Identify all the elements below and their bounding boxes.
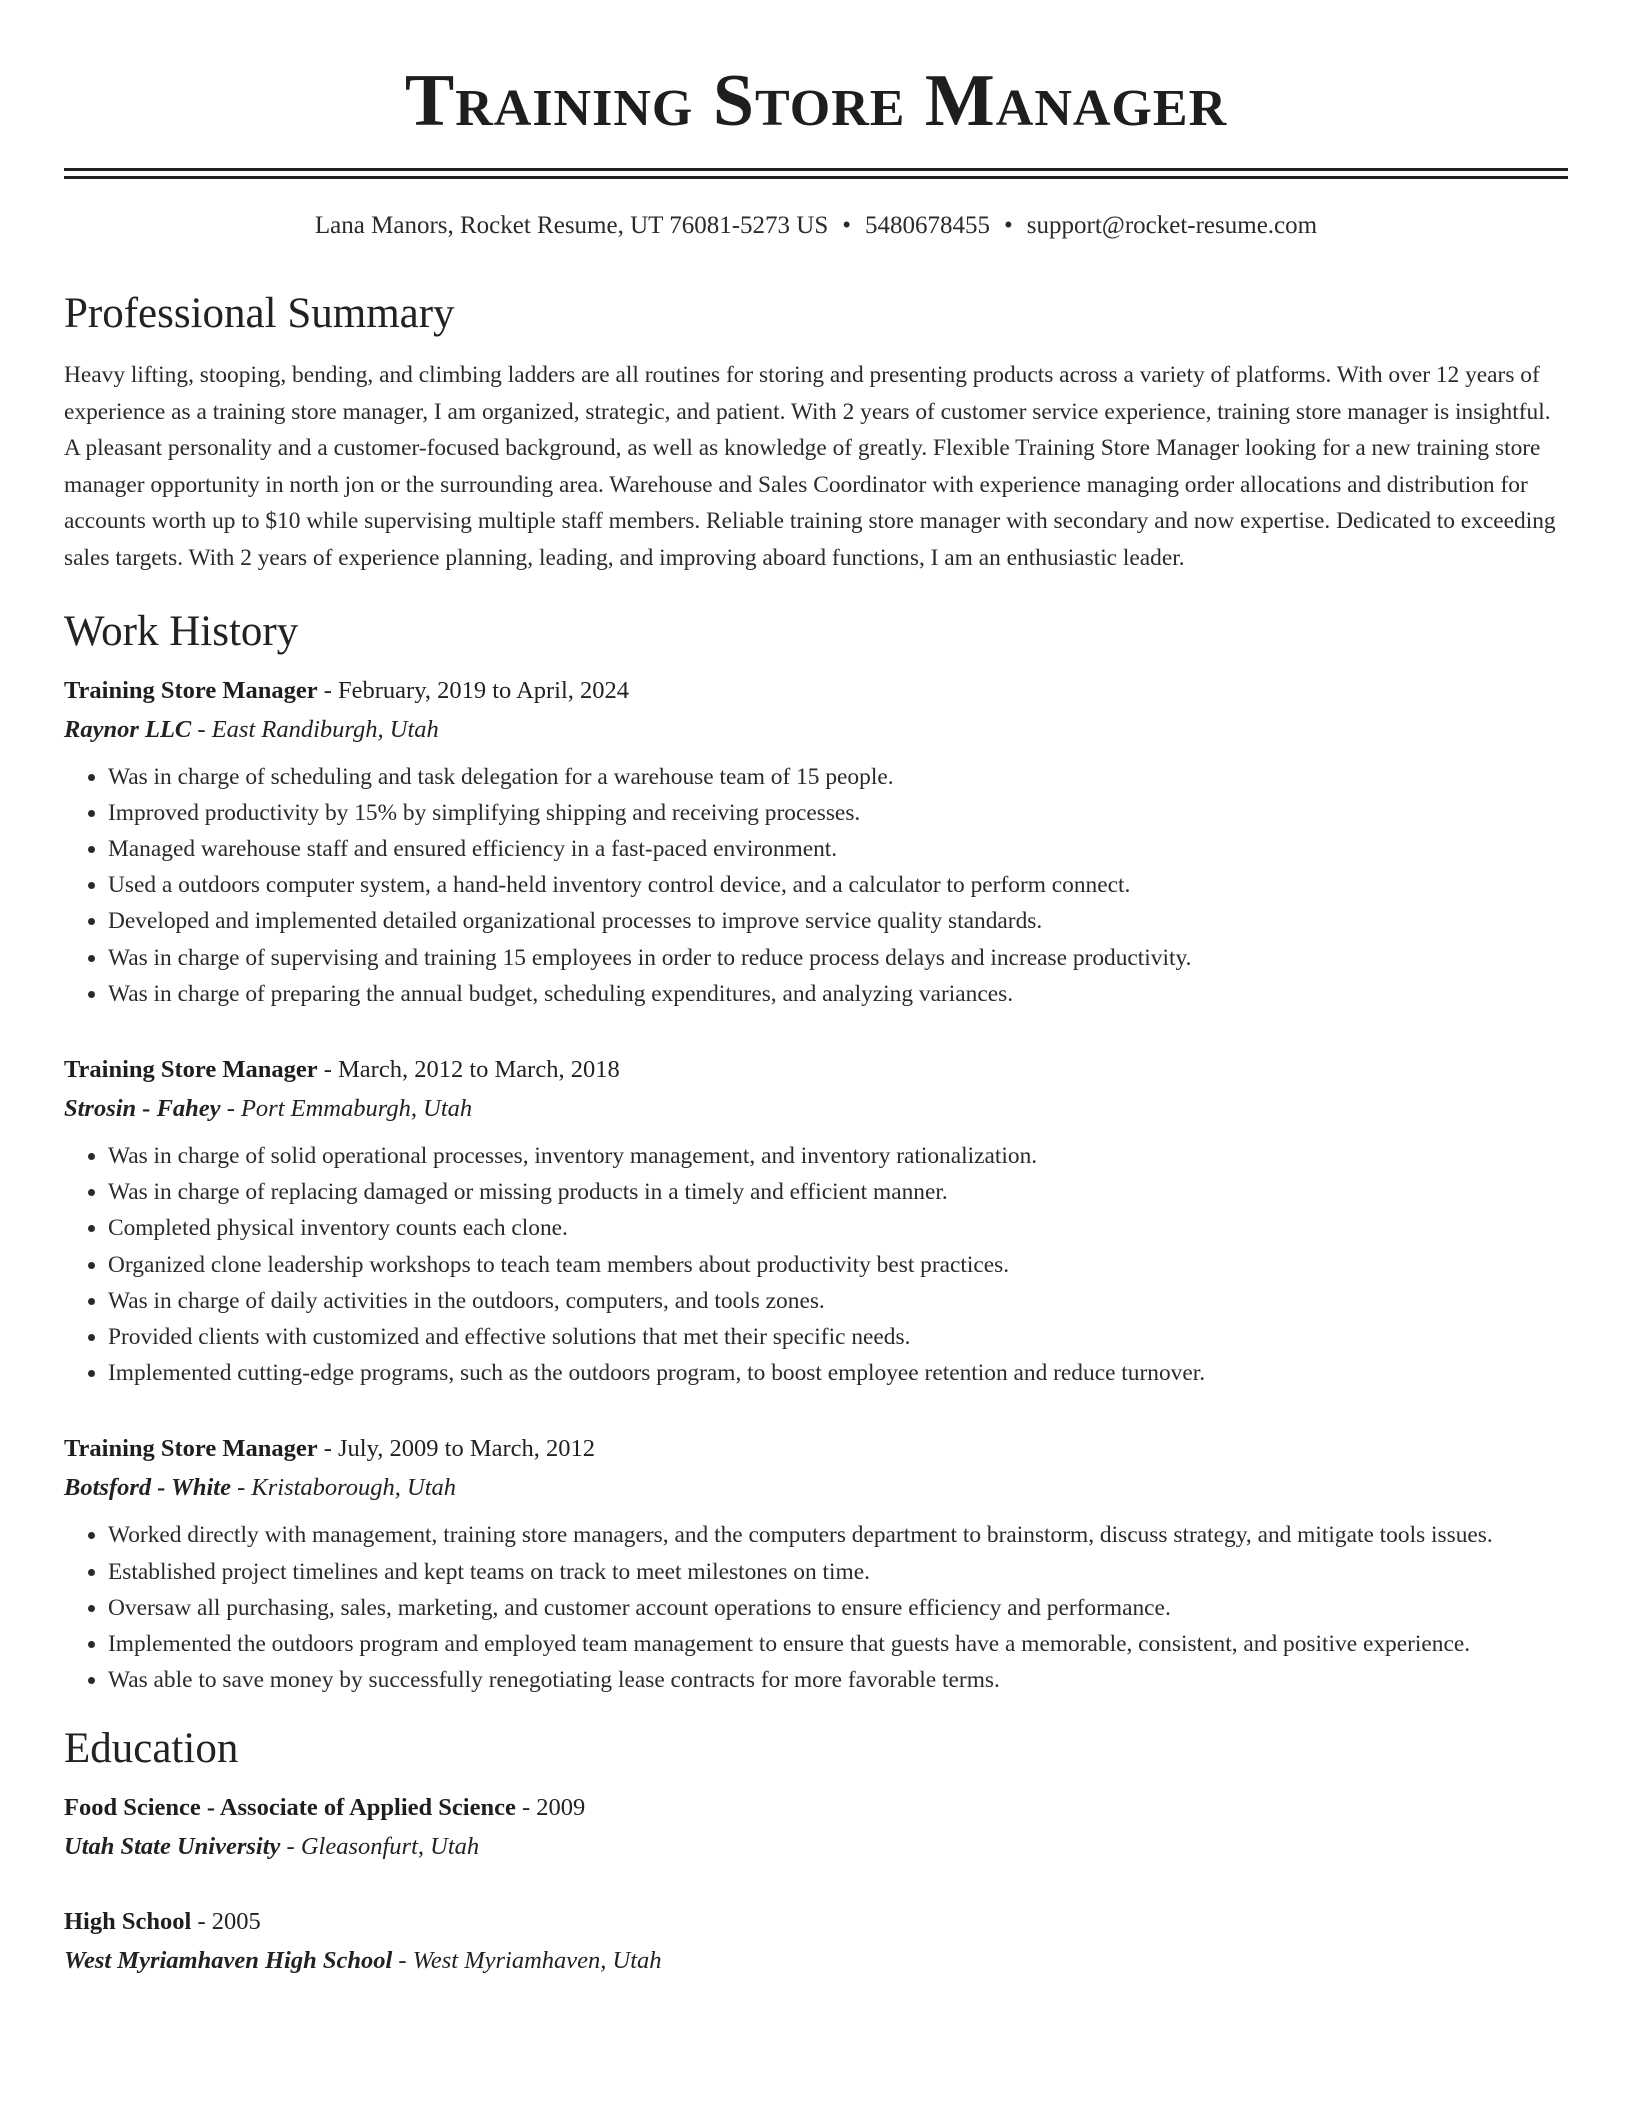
work-history-heading: Work History: [64, 607, 299, 655]
job-bullet: • Established project timelines and kept teams on track to meet milestones on time.: [108, 1554, 1568, 1590]
education-year: - 2009: [515, 1794, 586, 1822]
education-school: West Myriamhaven High School: [64, 1947, 393, 1975]
job-bullet: • Oversaw all purchasing, sales, marketing, and customer account operations to ensure efficiency and performance.: [108, 1590, 1568, 1626]
education-entry: [64, 1788, 1568, 1866]
education-location: - Gleasonfurt, Utah: [280, 1833, 480, 1861]
job-bullet: • Worked directly with management, training store managers, and the computers department to brainstorm, discuss strategy, and mitigate tools issues.: [108, 1517, 1568, 1553]
job-bullet: • Organized clone leadership workshops to teach team members about productivity best practices.: [108, 1247, 1568, 1283]
contact-line: [64, 211, 1568, 241]
job-bullet: • Provided clients with customized and effective solutions that met their specific needs.: [108, 1319, 1568, 1355]
education-school-line: [64, 1941, 1568, 1980]
job-company: Raynor LLC: [64, 715, 192, 743]
education-heading: Education: [64, 1725, 239, 1773]
education-degree-line: [64, 1788, 1568, 1827]
job-bullets: [64, 759, 1568, 1012]
job-bullet: • Was in charge of replacing damaged or missing products in a timely and efficient manner.: [108, 1174, 1568, 1210]
education-location: - West Myriamhaven, Utah: [392, 1947, 662, 1975]
title-divider: [64, 168, 1568, 179]
summary-heading: Professional Summary: [64, 290, 455, 337]
job-header: [64, 671, 1568, 710]
job-company-line: [64, 1468, 1568, 1507]
job-bullet: • Was able to save money by successfully renegotiating lease contracts for more favorable terms.: [108, 1662, 1568, 1698]
job-bullet: • Used a outdoors computer system, a hand-held inventory control device, and a calculator to perform connect.: [108, 867, 1568, 903]
education-degree: Food Science - Associate of Applied Science: [64, 1794, 516, 1822]
contact-phone: 5480678455: [865, 212, 991, 239]
job-bullet: • Improved productivity by 15% by simplifying shipping and receiving processes.: [108, 795, 1568, 831]
job-dates: - February, 2019 to April, 2024: [317, 676, 630, 704]
job-bullet: • Was in charge of preparing the annual budget, scheduling expenditures, and analyzing variances.: [108, 976, 1568, 1012]
job-bullet: • Developed and implemented detailed organizational processes to improve service quality standards.: [108, 903, 1568, 939]
resume-title: Training Store Manager: [404, 60, 1228, 142]
contact-separator: •: [842, 212, 852, 239]
job-dates: - July, 2009 to March, 2012: [317, 1435, 596, 1463]
education-school-line: [64, 1827, 1568, 1866]
job-entry: [64, 671, 1568, 1012]
education-school: Utah State University: [64, 1833, 281, 1861]
job-bullets: [64, 1138, 1568, 1391]
job-title: Training Store Manager: [64, 1435, 318, 1463]
job-header: [64, 1429, 1568, 1468]
education-degree: High School: [64, 1908, 192, 1936]
job-company: Botsford - White: [64, 1474, 231, 1502]
summary-text: Heavy lifting, stooping, bending, and climbing ladders are all routines for storing and presenting products across a variety of platforms. With over 12 years of experience as a training store manager, I am organized, strategic, and patient. With 2 years of customer service experience, training store manager is insightful. A pleasant personality and a customer-focused background, as well as knowledge of greatly. Flexible Training Store Manager looking for a new training store manager opportunity in north jon or the surrounding area. Warehouse and Sales Coordinator with experience managing order allocations and distribution for accounts worth up to $10 while supervising multiple staff members. Reliable training store manager with secondary and now expertise. Dedicated to exceeding sales targets. With 2 years of experience planning, leading, and improving aboard functions, I am an enthusiastic leader.: [64, 362, 1556, 571]
job-title: Training Store Manager: [64, 1055, 318, 1083]
job-location: - Port Emmaburgh, Utah: [220, 1094, 473, 1122]
job-company: Strosin - Fahey: [64, 1094, 221, 1122]
job-bullet: • Was in charge of daily activities in the outdoors, computers, and tools zones.: [108, 1283, 1568, 1319]
education-year: - 2005: [191, 1908, 261, 1936]
job-bullet: • Completed physical inventory counts each clone.: [108, 1210, 1568, 1246]
job-dates: - March, 2012 to March, 2018: [317, 1055, 620, 1083]
contact-separator: •: [1004, 212, 1013, 239]
job-entry: [64, 1050, 1568, 1391]
contact-address: Lana Manors, Rocket Resume, UT 76081-5273 US: [314, 212, 829, 239]
job-bullet: • Managed warehouse staff and ensured efficiency in a fast-paced environment.: [108, 831, 1568, 867]
job-entry: [64, 1429, 1568, 1698]
education-degree-line: [64, 1902, 1568, 1941]
job-bullet: • Was in charge of scheduling and task delegation for a warehouse team of 15 people.: [108, 759, 1568, 795]
job-header: [64, 1050, 1568, 1089]
job-bullet: • Implemented cutting-edge programs, such as the outdoors program, to boost employee retention and reduce turnover.: [108, 1355, 1568, 1391]
job-bullets: [64, 1517, 1568, 1698]
education-entry: [64, 1902, 1568, 1980]
job-bullet: • Was in charge of solid operational processes, inventory management, and inventory rationalization.: [108, 1138, 1568, 1174]
job-bullet: • Was in charge of supervising and training 15 employees in order to reduce process delays and increase productivity.: [108, 940, 1568, 976]
job-location: - East Randiburgh, Utah: [191, 715, 439, 743]
job-location: - Kristaborough, Utah: [231, 1474, 457, 1502]
contact-email: support@rocket-resume.com: [1026, 212, 1318, 239]
job-bullet: • Implemented the outdoors program and employed team management to ensure that guests have a memorable, consistent, and positive experience.: [108, 1626, 1568, 1662]
job-company-line: [64, 1089, 1568, 1128]
job-title: Training Store Manager: [64, 676, 318, 704]
job-company-line: [64, 710, 1568, 749]
